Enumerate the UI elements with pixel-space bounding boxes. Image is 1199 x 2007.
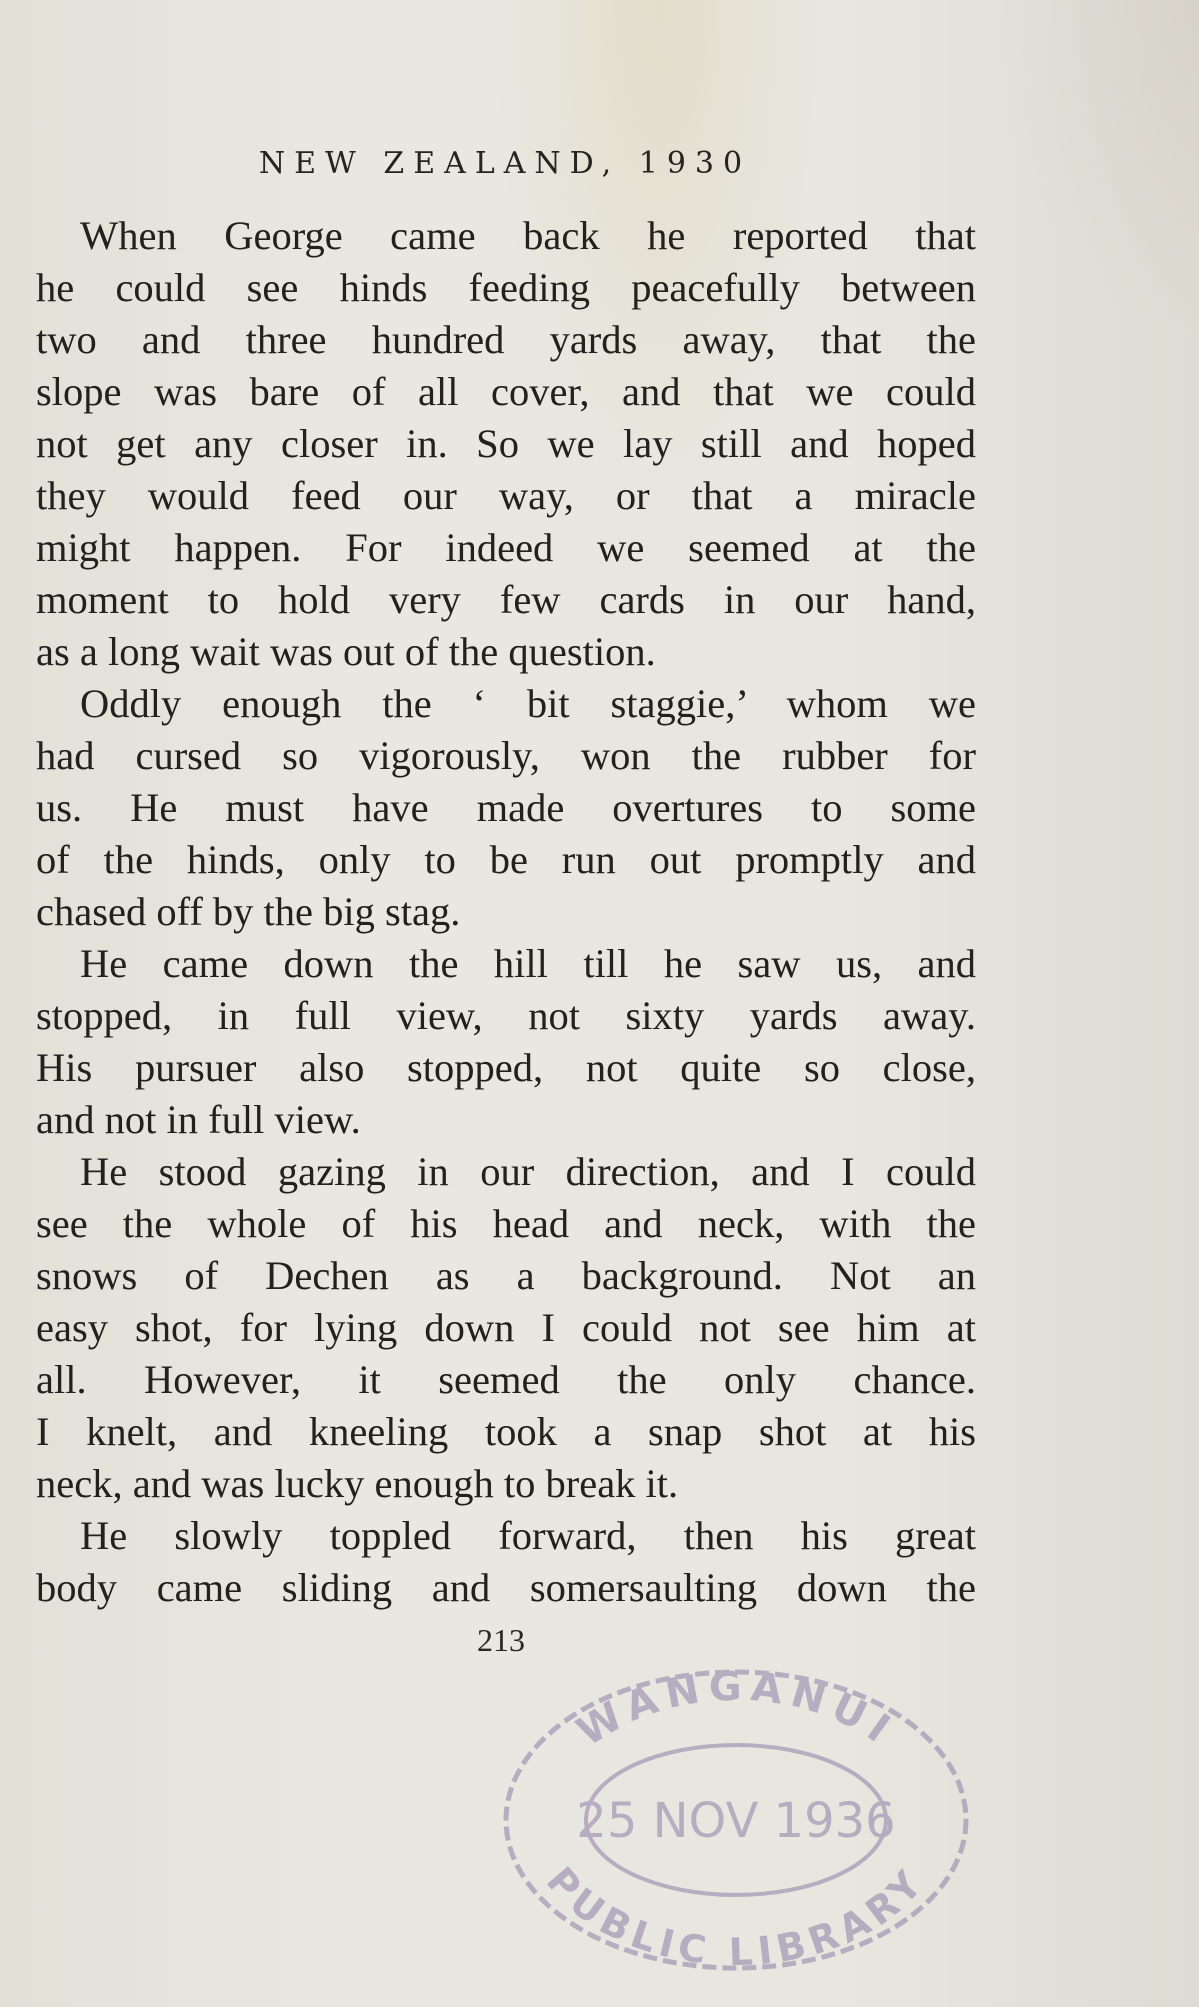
text-line: Oddly enough the ‘ bit staggie,’ whom we [80, 681, 976, 726]
text-line: body came sliding and somersaulting down the [36, 1565, 976, 1610]
text-line: and not in full view. [36, 1097, 361, 1142]
page-number: 213 [477, 1622, 525, 1658]
text-line: us. He must have made overtures to some [36, 785, 976, 830]
text-line: had cursed so vigorously, won the rubber for [36, 733, 976, 778]
text-line: He stood gazing in our direction, and I could [80, 1149, 976, 1194]
stamp-upper-text: WANGANUI [569, 1663, 905, 1757]
text-line: as a long wait was out of the question. [36, 629, 656, 674]
text-line: slope was bare of all cover, and that we could [36, 369, 976, 414]
text-line: He slowly toppled forward, then his great [80, 1513, 976, 1558]
stamp-lower-text: PUBLIC LIBRARY [537, 1858, 935, 1975]
text-line: all. However, it seemed the only chance. [36, 1357, 976, 1402]
text-line: When George came back he reported that [80, 213, 976, 258]
paragraph [36, 678, 976, 938]
text-line: stopped, in full view, not sixty yards away. [36, 993, 976, 1038]
paragraph [36, 210, 976, 678]
text-line: he could see hinds feeding peacefully between [36, 265, 976, 310]
paragraph [36, 938, 976, 1146]
text-line: see the whole of his head and neck, with the [36, 1201, 976, 1246]
text-line: two and three hundred yards away, that the [36, 317, 976, 362]
text-line: moment to hold very few cards in our hand, [36, 577, 976, 622]
text-line: easy shot, for lying down I could not see him at [36, 1305, 976, 1350]
paragraph [36, 1146, 976, 1510]
text-line: His pursuer also stopped, not quite so close, [36, 1045, 976, 1090]
text-line: chased off by the big stag. [36, 889, 461, 934]
text-line: I knelt, and kneeling took a snap shot at his [36, 1409, 976, 1454]
text-line: of the hinds, only to be run out promptly and [36, 837, 976, 882]
library-stamp [466, 1650, 1006, 1980]
text-line: snows of Dechen as a background. Not an [36, 1253, 976, 1298]
text-line: not get any closer in. So we lay still and hoped [36, 421, 976, 466]
text-line: neck, and was lucky enough to break it. [36, 1461, 679, 1506]
body-text [36, 210, 976, 1614]
paragraph [36, 1510, 976, 1614]
text-line: they would feed our way, or that a miracle [36, 473, 976, 518]
running-head: NEW ZEALAND, 1930 [258, 146, 752, 181]
stamp-date: 25 NOV 1936 [576, 1793, 896, 1849]
text-line: might happen. For indeed we seemed at the [36, 525, 976, 570]
text-line: He came down the hill till he saw us, and [80, 941, 976, 986]
